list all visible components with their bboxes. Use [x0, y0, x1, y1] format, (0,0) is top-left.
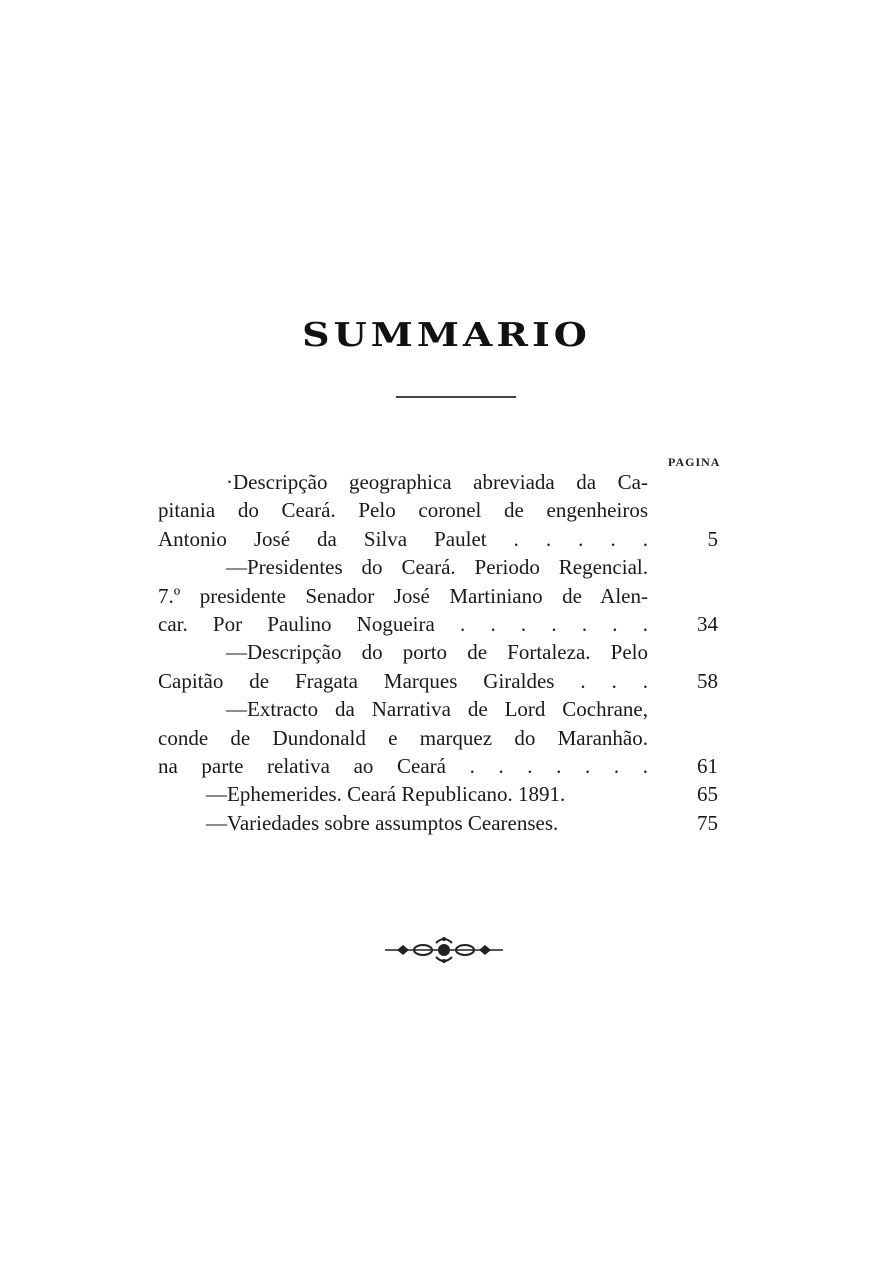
toc-line — [158, 667, 748, 695]
toc-line-text: ·Descripção geographica abreviada da Ca- — [226, 470, 648, 494]
toc-line-page: 61 — [697, 753, 718, 778]
ornament-icon — [383, 935, 505, 965]
toc-line-text: conde de Dundonald e marquez do Maranhão. — [158, 725, 648, 750]
toc-line-page: 34 — [697, 611, 718, 636]
toc-line-page: 5 — [707, 526, 718, 551]
table-of-contents — [158, 468, 748, 837]
toc-line-text: pitania do Ceará. Pelo coronel de engenheiros — [158, 498, 648, 523]
toc-line-text: —Extracto da Narrativa de Lord Cochrane, — [226, 697, 648, 722]
toc-line-text: na parte relativa ao Ceará . . . . . . . — [158, 753, 648, 778]
toc-line — [158, 780, 748, 808]
toc-line — [158, 553, 748, 581]
toc-line-page: 75 — [697, 810, 718, 835]
toc-line — [158, 496, 748, 524]
toc-line-text: Capitão de Fragata Marques Giraldes . . . — [158, 668, 648, 693]
toc-line-page: 65 — [697, 782, 718, 807]
toc-line-page: 58 — [697, 668, 718, 693]
toc-line-text: car. Por Paulino Nogueira . . . . . . . — [158, 611, 648, 636]
toc-line-text: —Descripção do porto de Fortaleza. Pelo — [226, 640, 648, 665]
toc-line-text: Antonio José da Silva Paulet . . . . . — [158, 526, 648, 551]
toc-line — [158, 638, 748, 666]
toc-line — [158, 695, 748, 723]
toc-line — [158, 610, 748, 638]
toc-line — [158, 752, 748, 780]
toc-line — [158, 525, 748, 553]
toc-line-text: —Variedades sobre assumptos Cearenses. — [206, 810, 559, 835]
toc-line — [158, 468, 748, 496]
toc-line — [158, 809, 748, 837]
page-title: SUMMARIO — [302, 315, 591, 354]
title-underline — [396, 396, 516, 398]
toc-line — [158, 724, 748, 752]
toc-line — [158, 582, 748, 610]
page-column-header: PAGINA — [668, 455, 721, 469]
toc-line-text: —Presidentes do Ceará. Periodo Regencial. — [226, 555, 648, 580]
toc-line-text: 7.º presidente Senador José Martiniano de Alen- — [158, 583, 648, 608]
toc-line-text: —Ephemerides. Ceará Republicano. 1891. — [206, 782, 566, 807]
